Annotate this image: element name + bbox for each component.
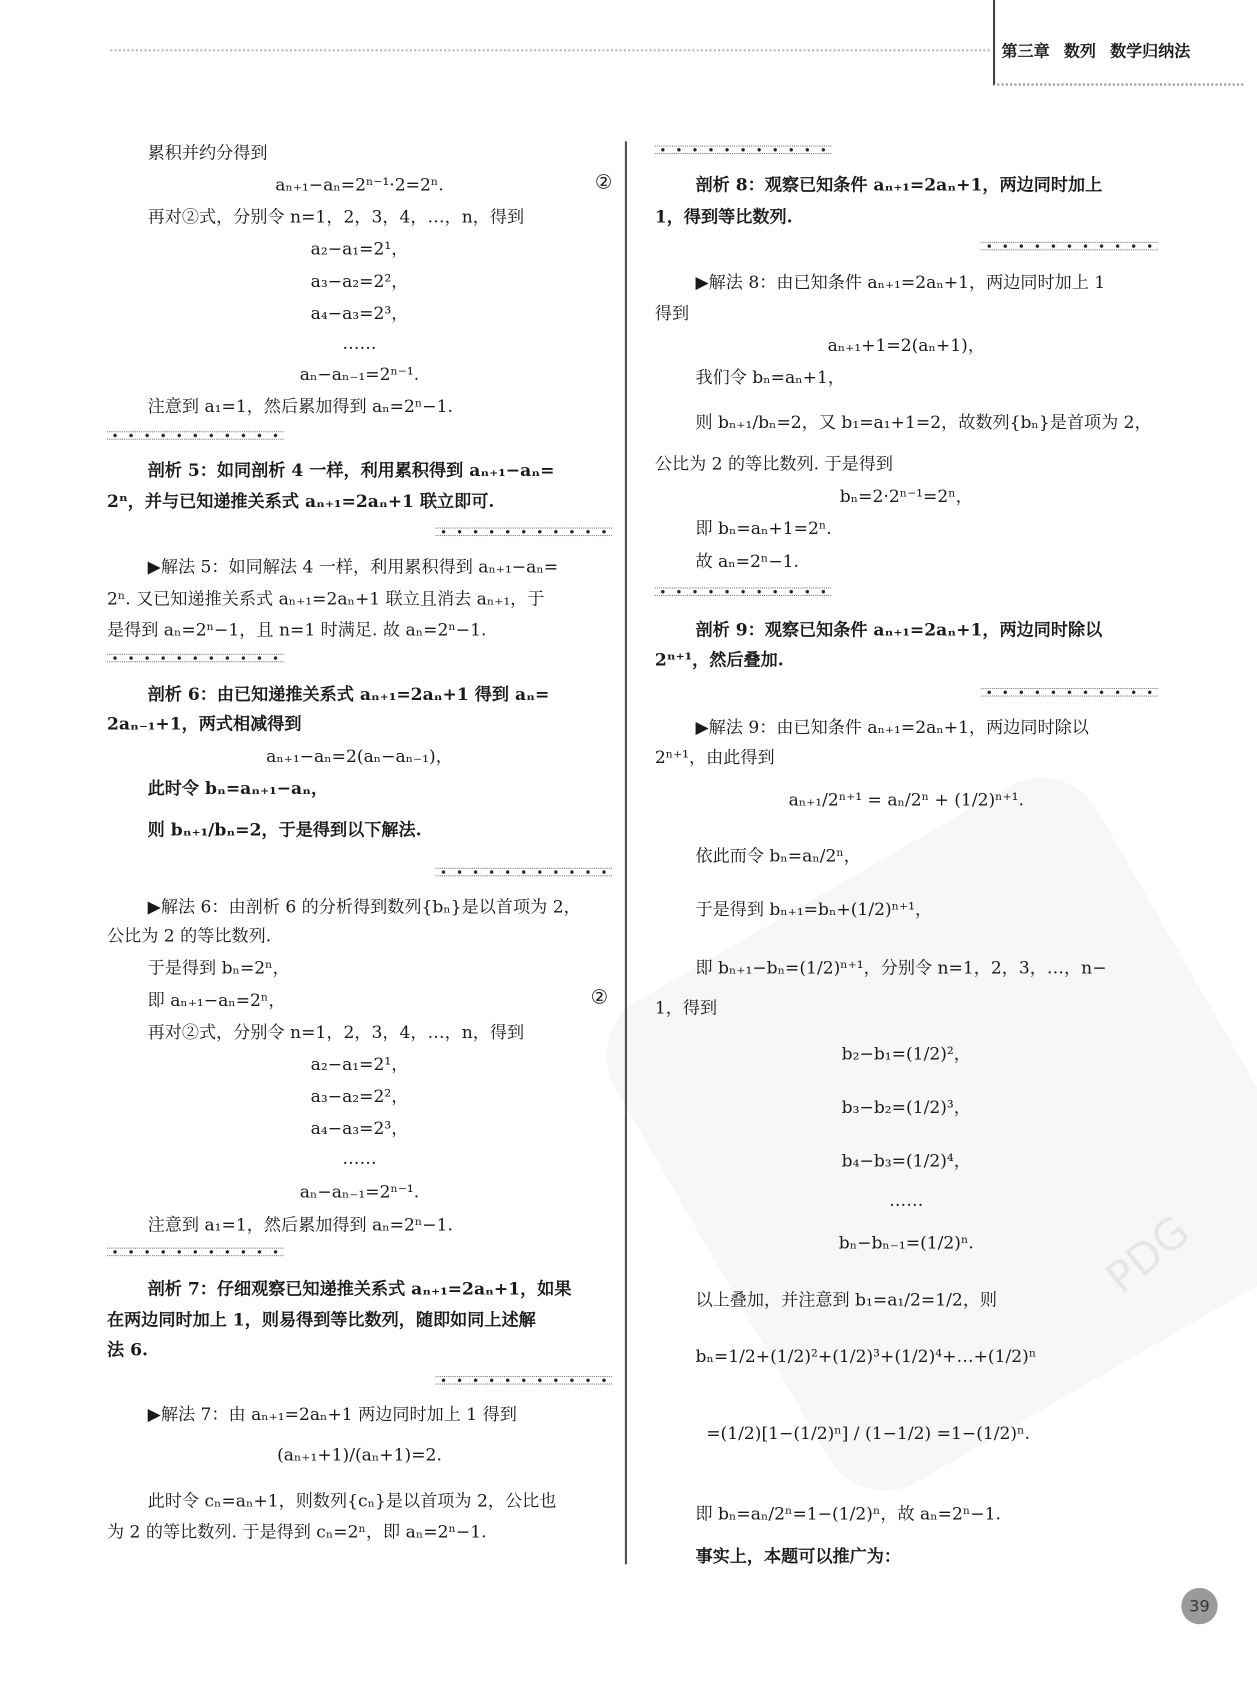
equation: b₃−b₂=(1/2)³， (841, 1096, 971, 1118)
ornament-divider (435, 1376, 612, 1385)
text-line: 2ⁿ. 又已知递推关系式 aₙ₊₁=2aₙ+1 联立且消去 aₙ₊₁，于 (107, 588, 545, 609)
text-line: 于是得到 bₙ=2ⁿ， (147, 957, 290, 978)
watermark-shape (583, 754, 1257, 1514)
text-line: 即 bₙ=aₙ+1=2ⁿ. (695, 517, 832, 539)
text-line: 注意到 a₁=1，然后累加得到 aₙ=2ⁿ−1. (147, 1214, 453, 1235)
equation: aₙ₊₁−aₙ=2(aₙ−aₙ₋₁)， (266, 745, 453, 767)
solution-heading: ▶解法 8：由已知条件 aₙ₊₁=2aₙ+1，两边同时加上 1 (695, 271, 1106, 293)
equation: (aₙ₊₁+1)/(aₙ+1)=2. (277, 1444, 442, 1465)
equation: aₙ−aₙ₋₁=2ⁿ⁻¹. (299, 363, 420, 385)
equation: a₃−a₂=2²， (310, 270, 409, 292)
text-line: 于是得到 bₙ₊₁=bₙ+(1/2)ⁿ⁺¹， (695, 898, 933, 920)
equation: a₄−a₃=2³， (310, 1118, 409, 1139)
text-line: 再对②式，分别令 n=1，2，3，4，…，n，得到 (147, 206, 525, 227)
equation: aₙ−aₙ₋₁=2ⁿ⁻¹. (299, 1181, 420, 1202)
chapter-title: 第三章 数列 数学归纳法 (1001, 41, 1191, 61)
equation: bₙ=2·2ⁿ⁻¹=2ⁿ， (839, 485, 973, 507)
text-line: 公比为 2 的等比数列. 于是得到 (654, 453, 893, 475)
analysis-heading: 剖析 7：仔细观察已知递推关系式 aₙ₊₁=2aₙ+1，如果 (147, 1278, 572, 1299)
text-line: 此时令 bₙ=aₙ₊₁−aₙ， (147, 777, 329, 799)
text-line: 2aₙ₋₁+1，两式相减得到 (107, 713, 302, 735)
text-line: 事实上，本题可以推广为： (695, 1546, 901, 1567)
equation: aₙ₊₁−aₙ=2ⁿ⁻¹·2=2ⁿ. (275, 174, 444, 195)
text-line: 以上叠加，并注意到 b₁=a₁/2=1/2，则 (695, 1289, 998, 1310)
text-line: 即 bₙ=aₙ/2ⁿ=1−(1/2)ⁿ，故 aₙ=2ⁿ−1. (695, 1503, 1001, 1524)
equation: a₃−a₂=2²， (310, 1086, 409, 1107)
equation: aₙ₊₁/2ⁿ⁺¹ = aₙ/2ⁿ + (1/2)ⁿ⁺¹. (788, 789, 1024, 810)
text-line: 此时令 cₙ=aₙ+1，则数列{cₙ}是以首项为 2，公比也 (147, 1490, 557, 1511)
ornament-divider (107, 1248, 284, 1257)
equation: =(1/2)[1−(1/2)ⁿ] / (1−1/2) =1−(1/2)ⁿ. (706, 1423, 1030, 1444)
text-line: 则 bₙ₊₁/bₙ=2，又 b₁=a₁+1=2，故数列{bₙ}是首项为 2， (695, 411, 1152, 433)
analysis-heading: 剖析 8：观察已知条件 aₙ₊₁=2aₙ+1，两边同时加上 (695, 174, 1103, 195)
watermark-text: PDG (1097, 1206, 1200, 1304)
text-line: 得到 (654, 302, 690, 324)
page-number: 39 (1181, 1588, 1217, 1624)
analysis-heading: 剖析 6：由已知递推关系式 aₙ₊₁=2aₙ+1 得到 aₙ= (147, 683, 550, 705)
text-line: 即 bₙ₊₁−bₙ=(1/2)ⁿ⁺¹，分别令 n=1，2，3，…，n− (695, 957, 1107, 978)
solution-heading: ▶解法 9：由已知条件 aₙ₊₁=2aₙ+1，两边同时除以 (695, 716, 1089, 738)
equation: a₂−a₁=2¹， (310, 238, 409, 259)
text-line: 注意到 a₁=1，然后累加得到 aₙ=2ⁿ−1. (147, 395, 453, 417)
column-divider (625, 141, 627, 1564)
ornament-divider (655, 146, 832, 155)
ornament-divider (981, 242, 1158, 251)
equation-number: ② (594, 171, 613, 194)
text-line: 则 bₙ₊₁/bₙ=2，于是得到以下解法. (147, 819, 422, 840)
text-line: 1，得到 (654, 997, 718, 1018)
analysis-heading: 剖析 5：如同剖析 4 一样，利用累积得到 aₙ₊₁−aₙ= (147, 460, 555, 481)
ornament-divider (435, 528, 612, 537)
text-line: 2ⁿ，并与已知递推关系式 aₙ₊₁=2aₙ+1 联立即可. (107, 491, 495, 512)
equation-number: ② (590, 986, 608, 1010)
text-line: 为 2 的等比数列. 于是得到 cₙ=2ⁿ，即 aₙ=2ⁿ−1. (107, 1521, 487, 1542)
equation: b₄−b₃=(1/2)⁴， (841, 1150, 971, 1171)
equation: bₙ=1/2+(1/2)²+(1/2)³+(1/2)⁴+…+(1/2)ⁿ (695, 1346, 1037, 1367)
solution-heading: ▶解法 7：由 aₙ₊₁=2aₙ+1 两边同时加上 1 得到 (147, 1403, 517, 1425)
text-line: 1，得到等比数列. (654, 206, 793, 227)
ornament-divider (107, 431, 284, 440)
text-line: 2ⁿ⁺¹，由此得到 (654, 746, 775, 768)
text-line: 即 aₙ₊₁−aₙ=2ⁿ， (147, 989, 286, 1011)
text-line: 故 aₙ=2ⁿ−1. (695, 551, 800, 572)
ellipsis: …… (889, 1189, 924, 1211)
equation: bₙ−bₙ₋₁=(1/2)ⁿ. (838, 1232, 974, 1253)
text-line: 在两边同时加上 1，则易得到等比数列，随即如同上述解 (107, 1309, 536, 1331)
text-line: 公比为 2 的等比数列. (107, 925, 272, 946)
equation: aₙ₊₁+1=2(aₙ+1)， (827, 334, 985, 356)
text-line: 我们令 bₙ=aₙ+1， (695, 367, 845, 388)
text-line: 再对②式，分别令 n=1，2，3，4，…，n，得到 (147, 1021, 525, 1043)
equation: b₂−b₁=(1/2)²， (841, 1043, 971, 1064)
solution-heading: ▶解法 6：由剖析 6 的分析得到数列{bₙ}是以首项为 2， (147, 896, 581, 917)
analysis-heading: 剖析 9：观察已知条件 aₙ₊₁=2aₙ+1，两边同时除以 (695, 619, 1103, 640)
text-line: 依此而令 bₙ=aₙ/2ⁿ， (695, 845, 861, 866)
ornament-divider (435, 868, 612, 877)
equation: a₄−a₃=2³， (310, 302, 409, 324)
ornament-divider (981, 688, 1158, 697)
ellipsis: …… (342, 1148, 377, 1169)
equation: a₂−a₁=2¹， (310, 1053, 409, 1075)
text-line: 法 6. (107, 1339, 148, 1360)
solution-heading: ▶解法 5：如同解法 4 一样，利用累积得到 aₙ₊₁−aₙ= (147, 556, 559, 577)
text-line: 累积并约分得到 (147, 142, 268, 163)
text-line: 2ⁿ⁺¹，然后叠加. (654, 649, 784, 670)
ellipsis: …… (342, 332, 377, 354)
ornament-divider (107, 654, 284, 663)
header-dotted-rule (110, 49, 990, 51)
ornament-divider (655, 587, 832, 596)
text-line: 是得到 aₙ=2ⁿ−1，且 n=1 时满足. 故 aₙ=2ⁿ−1. (107, 619, 487, 640)
